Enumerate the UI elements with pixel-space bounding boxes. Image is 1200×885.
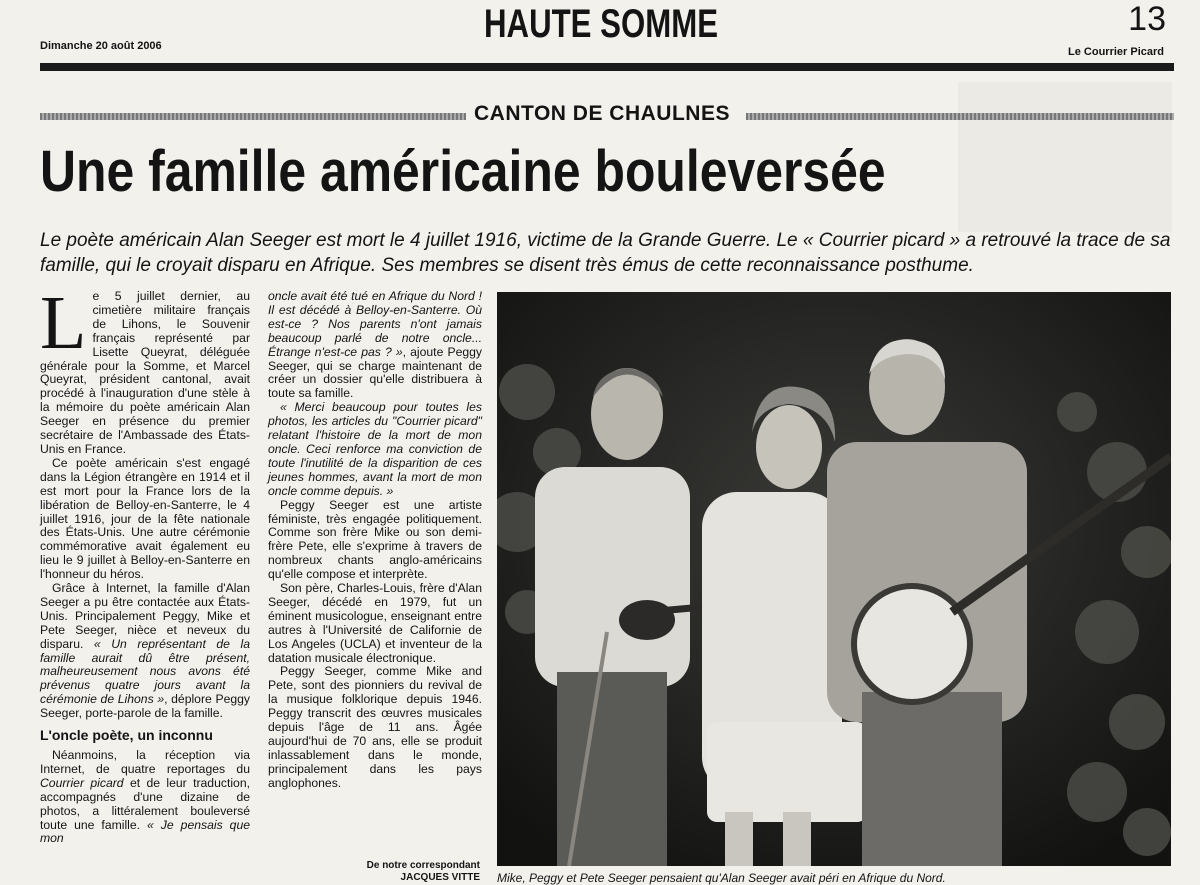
masthead-rule (40, 63, 1174, 71)
photo-illustration (497, 292, 1171, 866)
rubric: CANTON DE CHAULNES (474, 102, 730, 125)
article-column-2 (268, 290, 482, 791)
byline-label: De notre correspondant (366, 860, 480, 871)
fiddle-body (619, 600, 675, 640)
paragraph: Peggy Seeger, comme Mike and Pete, sont des pionniers du revival de la musique folklorique depuis 1946. Peggy transcrit des œuvres musicales depuis l'âge de 11 ans. Âgée aujourd'hui de 70 ans, elle se produit inlassablement dans le monde, principalement dans les pays anglophones. (268, 664, 482, 790)
headline: Une famille américaine bouleversée (40, 139, 886, 204)
section-title: HAUTE SOMME (484, 2, 718, 46)
adjacent-brief-box (958, 82, 1172, 232)
byline-name: JACQUES VITTE (400, 872, 480, 883)
paragraph: oncle avait été tué en Afrique du Nord ! Il est décédé à Belloy-en-Santerre. Où est-ce ? Nos parents n'ont jamais beaucoup parlé de notre oncle... Étrange n'est-ce pas ? », ajoute Peggy Seeger, qui se charge maintenant de créer un dossier qu'elle distribuera à toute sa famille. (268, 289, 483, 401)
paragraph: Grâce à Internet, la famille d'Alan Seeger a pu être contactée aux États-Unis. Principalement Peggy, Mike et Pete Seeger, nièce et neveux du disparu. « Un représentant de la famille aurait dû être présent, malheureusement nous avons été prévenus quatre jours avant la cérémonie de Lihons », déplore Peggy Seeger, porte-parole de la famille. (40, 581, 251, 721)
photo-caption: Mike, Peggy et Pete Seeger pensaient qu'Alan Seeger avait péri en Afrique du Nord. (497, 871, 946, 885)
article-photo (497, 292, 1171, 866)
article-column-1 (40, 281, 251, 846)
page-number: 13 (1128, 0, 1166, 38)
rubric-rule-left (40, 113, 466, 120)
subheading: L'oncle poète, un inconnu (40, 727, 213, 744)
article-lead: Le poète américain Alan Seeger est mort le 4 juillet 1916, victime de la Grande Guerre. Le « Courrier picard » a retrouvé la trace de sa famille, qui le croyait disparu en Afrique. Ses membres se disent très émus de cette reconnaissance posthume. (40, 230, 1171, 276)
paragraph: Ce poète américain s'est engagé dans la Légion étrangère en 1914 et il est mort pour la France lors de la libération de Belloy-en-Santerre, le 4 juillet 1916, jour de la fête nationale des États-Unis. Une autre cérémonie commémorative avait également eu lieu le 9 juillet à Belloy-en-Santerre en l'honneur du héros. (40, 455, 250, 582)
paragraph: « Merci beaucoup pour toutes les photos, les articles du "Courrier picard" relatant l'histoire de la mort de mon oncle. Ceci renforce ma conviction de toute l'inutilité de la disparition de ces jeunes hommes, avant la mort de mon oncle comme depuis. » (268, 400, 482, 498)
paragraph: Le 5 juillet dernier, au cimetière militaire français de Lihons, le Souvenir français représenté par Lisette Queyrat, déléguée générale pour la Somme, et Marcel Queyrat, président cantonal, avait procédé à l'inauguration d'une stèle à la mémoire du poète américain Alan Seeger en présence du premier secrétaire de l'Ambassade des États-Unis en France. (40, 281, 250, 456)
paragraph: Peggy Seeger est une artiste féministe, très engagée politiquement. Comme son frère Mike ou son demi-frère Pete, elle s'exprime à travers de nombreux chants anglo-américains qu'elle compose et interprète. (268, 497, 482, 582)
byline (280, 860, 480, 884)
paragraph: Son père, Charles-Louis, frère d'Alan Seeger, décédé en 1979, fut un éminent musicologue, enseignant entre autres à l'Université de Californie de Los Angeles (UCLA) et inventeur de la datation musicale électronique. (268, 581, 482, 665)
drop-cap: L (40, 281, 87, 365)
newspaper-name: Le Courrier Picard (1068, 46, 1164, 58)
issue-date: Dimanche 20 août 2006 (40, 40, 162, 52)
rubric-rule-right (746, 113, 1174, 120)
paragraph: Néanmoins, la réception via Internet, de quatre reportages du Courrier picard et de leur traduction, accompagnés d'une dizaine de photos, a littéralement bouleversé toute une famille. « Je pensais que mon (40, 748, 251, 846)
